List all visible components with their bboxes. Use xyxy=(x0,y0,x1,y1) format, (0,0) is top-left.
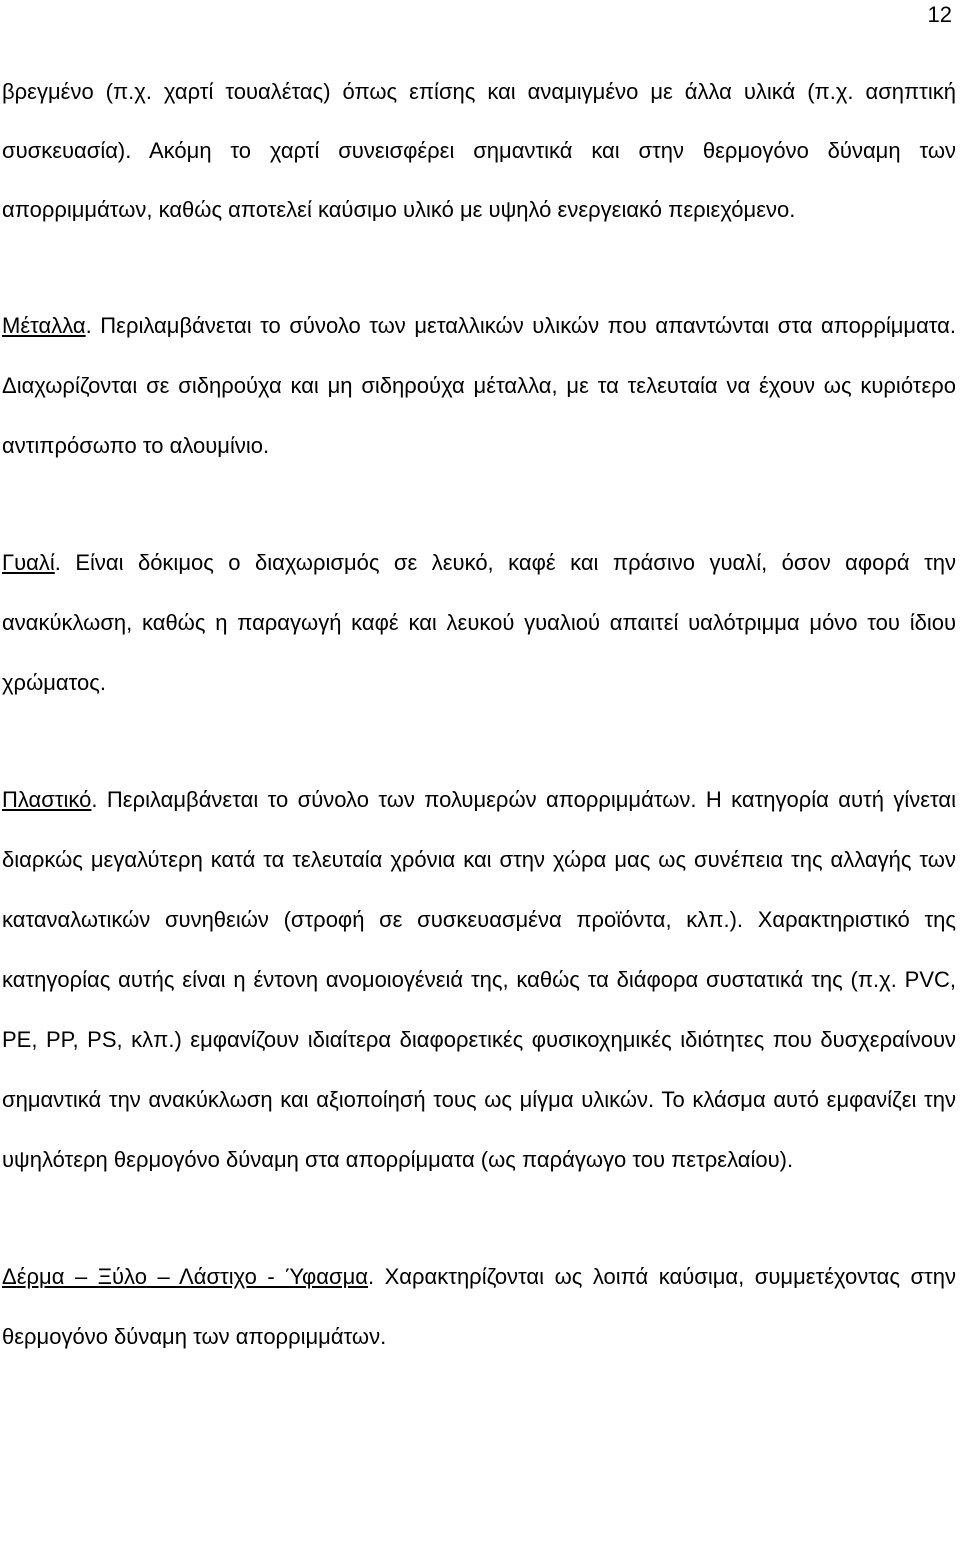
paragraph-paper-continued xyxy=(2,62,956,239)
paragraph-glass xyxy=(2,533,956,713)
paragraph-text: . Είναι δόκιμος ο διαχωρισμός σε λευκό, καφέ και πράσινο γυαλί, όσον αφορά την ανακύκλωση, καθώς η παραγωγή καφέ και λευκού γυαλιού απαιτεί υαλότριμμα μόνο του ίδιου χρώματος. xyxy=(2,550,956,695)
paragraph-text: . Χαρακτηρίζονται ως λοιπά καύσιμα, συμμετέχοντας στην θερμογόνο δύναμη των απορριμμάτων. xyxy=(2,1264,956,1349)
paragraph-text: . Περιλαμβάνεται το σύνολο των μεταλλικών υλικών που απαντώνται στα απορρίμματα. Διαχωρίζονται σε σιδηρούχα και μη σιδηρούχα μέταλλα, με τα τελευταία να έχουν ως κυριότερο αντιπρόσωπο το αλουμίνιο. xyxy=(2,313,956,458)
paragraph-metals xyxy=(2,296,956,476)
paragraph-leather-wood-rubber-fabric xyxy=(2,1247,956,1367)
section-heading-leather-wood-rubber-fabric: Δέρμα – Ξύλο – Λάστιχο - Ύφασμα xyxy=(2,1264,368,1289)
paragraph-text: . Περιλαμβάνεται το σύνολο των πολυμερών απορριμμάτων. Η κατηγορία αυτή γίνεται διαρκώς μεγαλύτερη κατά τα τελευταία χρόνια και στην χώρα μας ως συνέπεια της αλλαγής των καταναλωτικών συνηθειών (στροφή σε συσκευασμένα προϊόντα, κλπ.). Χαρακτηριστικό της κατηγορίας αυτής είναι η έντονη ανομοιογένειά της, καθώς τα διάφορα συστατικά της (π.χ. PVC, PE, PP, PS, κλπ.) εμφανίζουν ιδιαίτερα διαφορετικές φυσικοχημικές ιδιότητες που δυσχεραίνουν σημαντικά την ανακύκλωση και αξιοποίησή τους ως μίγμα υλικών. Το κλάσμα αυτό εμφανίζει την υψηλότερη θερμογόνο δύναμη στα απορρίμματα (ως παράγωγο του πετρελαίου). xyxy=(2,787,956,1172)
section-heading-plastic: Πλαστικό xyxy=(2,787,92,812)
section-heading-metals: Μέταλλα xyxy=(2,313,86,338)
section-heading-glass: Γυαλί xyxy=(2,550,55,575)
page-number: 12 xyxy=(927,2,952,27)
paragraph-plastic xyxy=(2,770,956,1190)
paragraph-text: βρεγμένο (π.χ. χαρτί τουαλέτας) όπως επίσης και αναμιγμένο με άλλα υλικά (π.χ. ασηπτική συσκευασία). Ακόμη το χαρτί συνεισφέρει σημαντικά και στην θερμογόνο δύναμη των απορριμμάτων, καθώς αποτελεί καύσιμο υλικό με υψηλό ενεργειακό περιεχόμενο. xyxy=(2,79,956,222)
document-body xyxy=(2,62,956,1367)
